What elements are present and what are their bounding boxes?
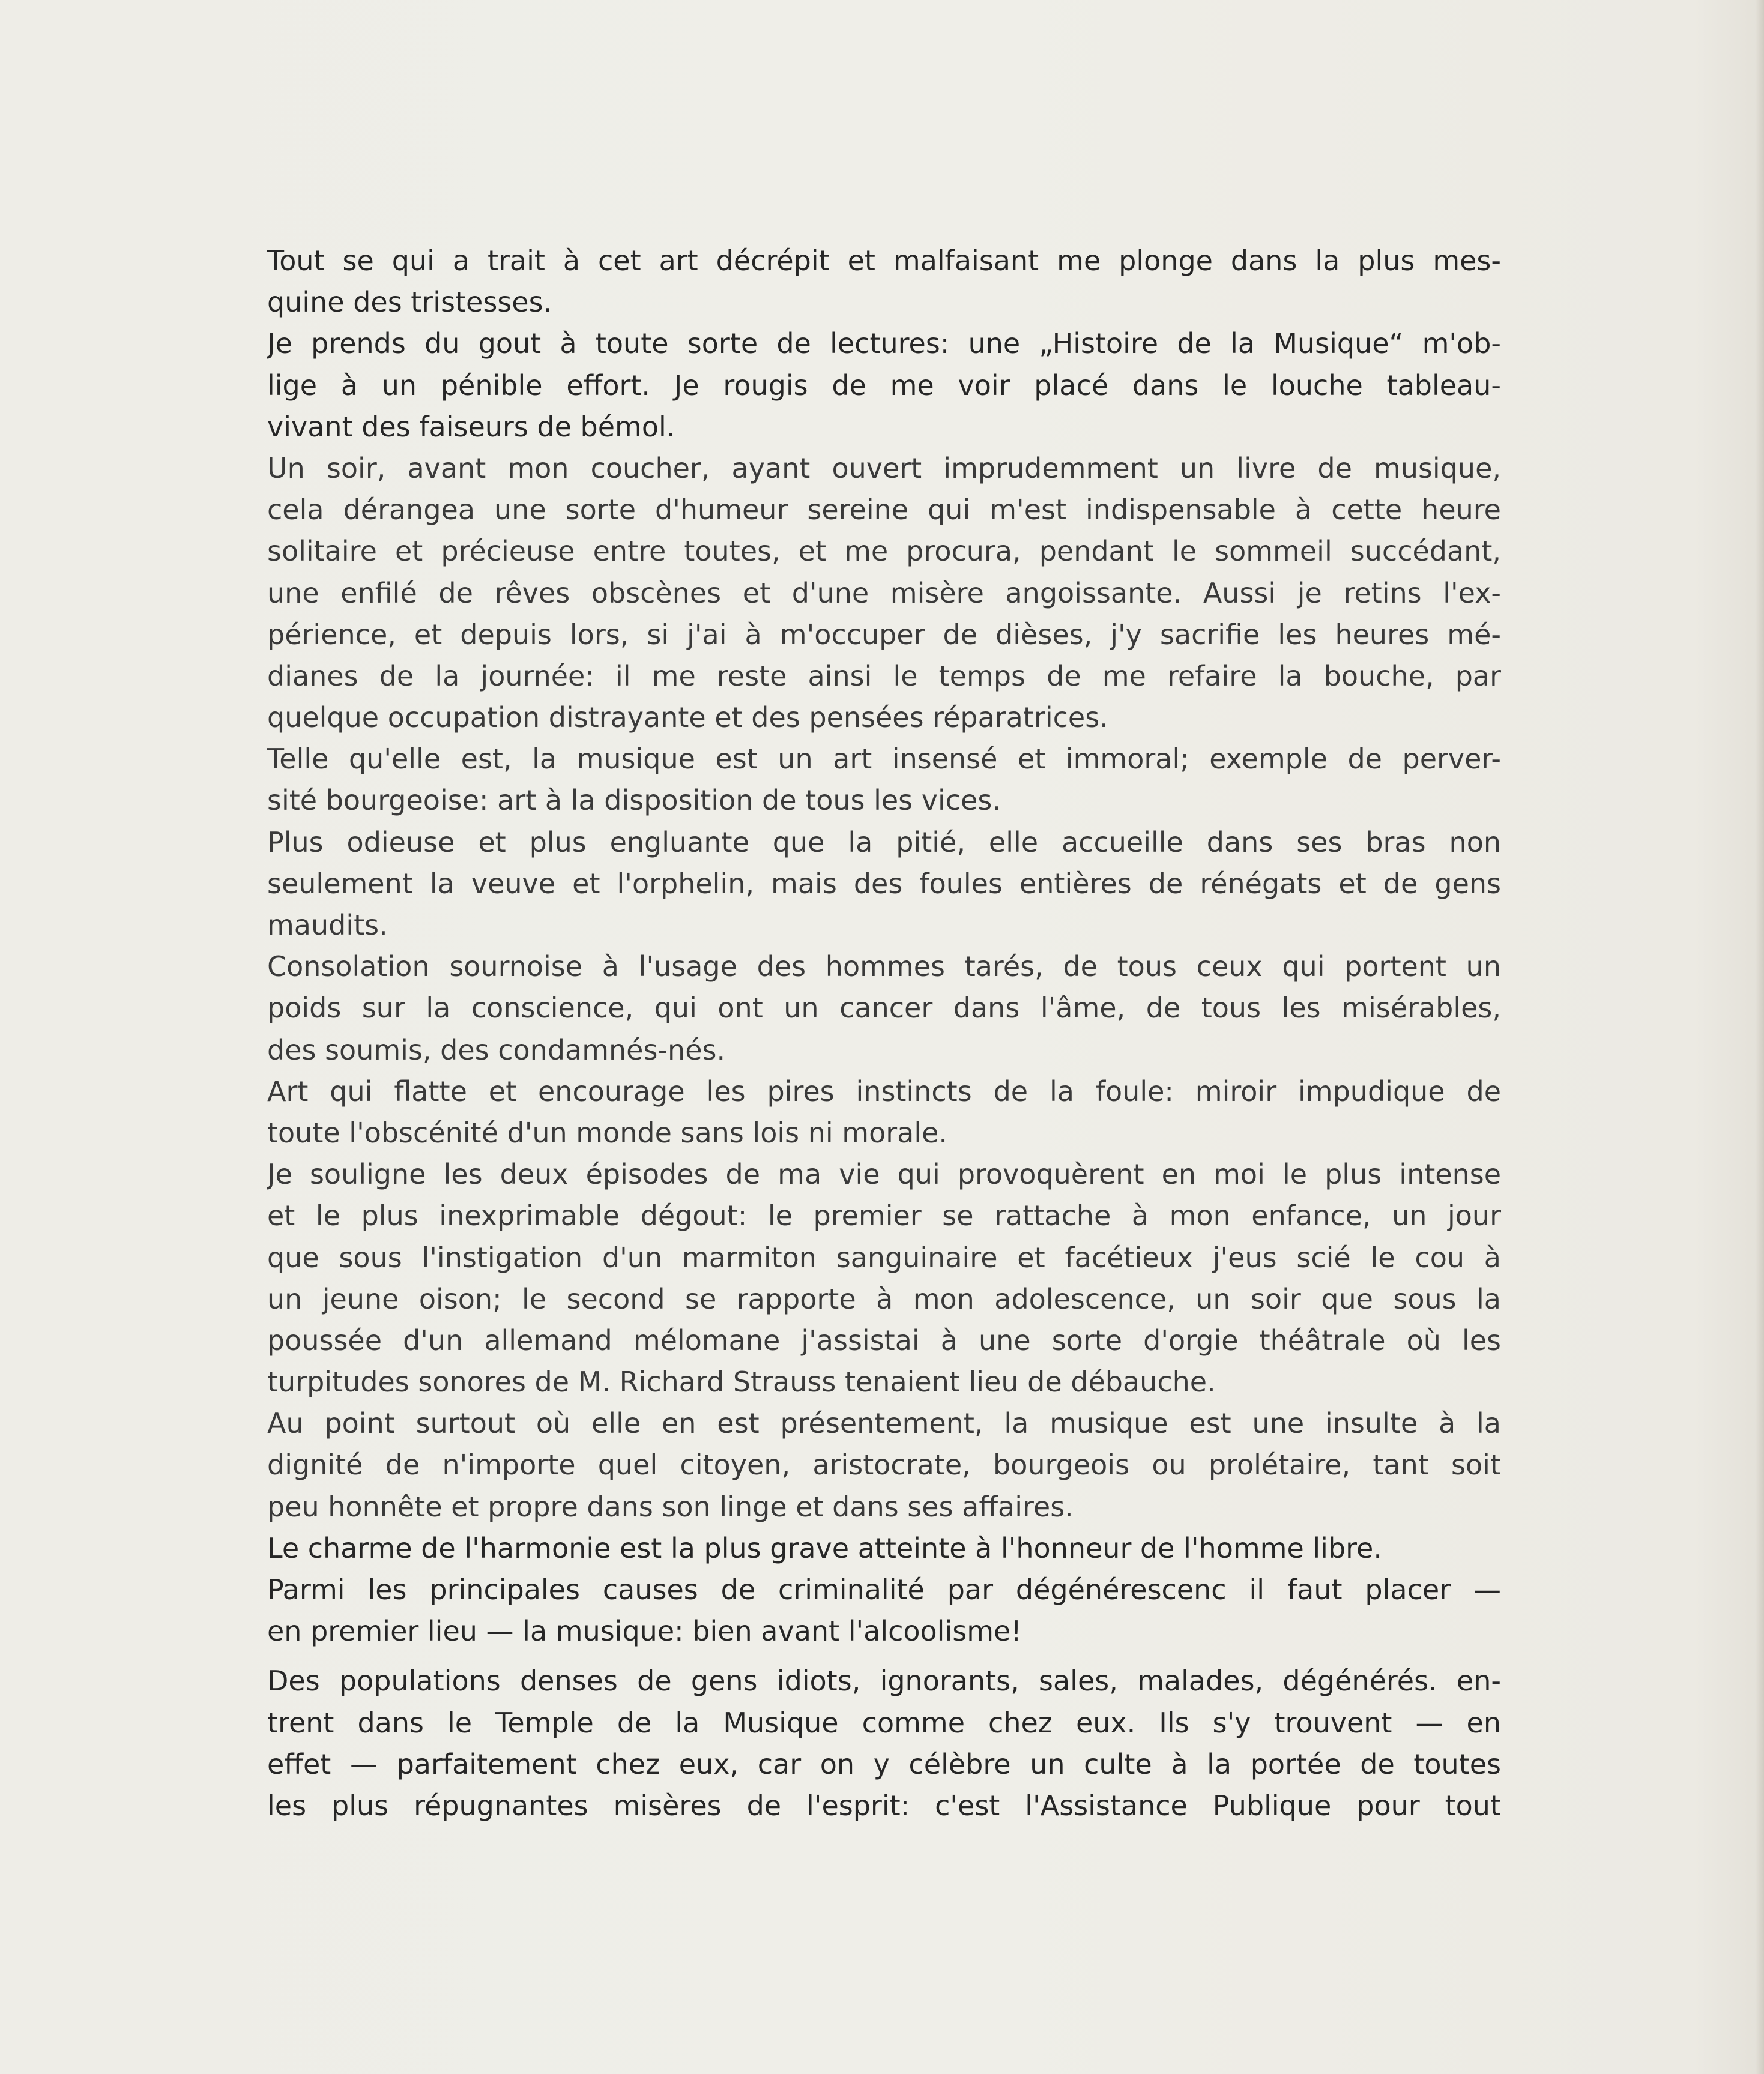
text-line: Art qui flatte et encourage les pires instincts de la foule: miroir impudique de: [267, 1075, 1501, 1108]
text-line: vivant des faiseurs de bémol.: [267, 410, 675, 443]
text-line: un jeune oison; le second se rapporte à mon adolescence, un soir que sous la: [267, 1282, 1501, 1315]
paragraph: [267, 1528, 1501, 1569]
text-line: sité bourgeoise: art à la disposition de tous les vices.: [267, 784, 1001, 817]
text-line: Un soir, avant mon coucher, ayant ouvert imprudemment un livre de musique,: [267, 451, 1501, 484]
text-line: quine des tristesses.: [267, 286, 552, 319]
text-line: Je prends du gout à toute sorte de lectures: une „Histoire de la Musique“ m'ob-: [267, 327, 1501, 360]
text-line: des soumis, des condamnés-nés.: [267, 1033, 726, 1066]
text-line: Tout se qui a trait à cet art décrépit et malfaisant me plonge dans la plus mes-: [267, 244, 1501, 277]
text-line: poids sur la conscience, qui ont un cancer dans l'âme, de tous les misérables,: [267, 992, 1501, 1025]
text-line: quelque occupation distrayante et des pensées réparatrices.: [267, 701, 1108, 734]
text-line: lige à un pénible effort. Je rougis de me voir placé dans le louche tableau-: [267, 369, 1501, 402]
text-line: maudits.: [267, 909, 388, 941]
text-line: une enfilé de rêves obscènes et d'une misère angoissante. Aussi je retins l'ex-: [267, 576, 1501, 609]
text-line: seulement la veuve et l'orphelin, mais des foules entières de rénégats et de gens: [267, 867, 1501, 900]
body-text: [267, 240, 1501, 1827]
text-line: toute l'obscénité d'un monde sans lois ni morale.: [267, 1116, 948, 1149]
paragraph: [267, 1660, 1501, 1827]
text-line: dianes de la journée: il me reste ainsi le temps de me refaire la bouche, par: [267, 659, 1501, 692]
paragraph: [267, 1071, 1501, 1154]
paragraph: [267, 1569, 1501, 1652]
text-line: solitaire et précieuse entre toutes, et me procura, pendant le sommeil succédant,: [267, 535, 1501, 568]
text-line: périence, et depuis lors, si j'ai à m'occuper de dièses, j'y sacrifie les heures mé-: [267, 618, 1501, 651]
text-line: effet — parfaitement chez eux, car on y célèbre un culte à la portée de toutes: [267, 1747, 1501, 1780]
page-edge-shadow: [1756, 0, 1764, 2074]
paragraph: [267, 323, 1501, 448]
text-line: trent dans le Temple de la Musique comme chez eux. Ils s'y trouvent — en: [267, 1706, 1501, 1739]
paragraph: [267, 946, 1501, 1071]
text-line: peu honnête et propre dans son linge et dans ses affaires.: [267, 1490, 1074, 1523]
text-line: Telle qu'elle est, la musique est un art insensé et immoral; exemple de perver-: [267, 743, 1501, 776]
text-line: Au point surtout où elle en est présentement, la musique est une insulte à la: [267, 1407, 1501, 1440]
text-line: et le plus inexprimable dégout: le premier se rattache à mon enfance, un jour: [267, 1199, 1501, 1232]
paragraph: [267, 822, 1501, 947]
text-line: Je souligne les deux épisodes de ma vie qui provoquèrent en moi le plus intense: [267, 1158, 1501, 1191]
text-line: Consolation sournoise à l'usage des hommes tarés, de tous ceux qui portent un: [267, 950, 1501, 983]
text-line: Plus odieuse et plus engluante que la pitié, elle accueille dans ses bras non: [267, 825, 1501, 858]
text-line: en premier lieu — la musique: bien avant l'alcoolisme!: [267, 1615, 1022, 1648]
text-line: cela dérangea une sorte d'humeur sereine qui m'est indispensable à cette heure: [267, 493, 1501, 526]
paragraph: [267, 240, 1501, 323]
paragraph: [267, 738, 1501, 821]
text-line: Parmi les principales causes de criminalité par dégénérescenc il faut placer —: [267, 1573, 1501, 1606]
paragraph: [267, 448, 1501, 738]
text-line: dignité de n'importe quel citoyen, aristocrate, bourgeois ou prolétaire, tant soit: [267, 1448, 1501, 1482]
text-line: Le charme de l'harmonie est la plus grave atteinte à l'honneur de l'homme libre.: [267, 1531, 1382, 1564]
paragraph: [267, 1154, 1501, 1403]
text-line: que sous l'instigation d'un marmiton sanguinaire et facétieux j'eus scié le cou à: [267, 1241, 1501, 1274]
text-line: Des populations denses de gens idiots, ignorants, sales, malades, dégénérés. en-: [267, 1665, 1501, 1698]
text-line: turpitudes sonores de M. Richard Strauss tenaient lieu de débauche.: [267, 1366, 1216, 1399]
text-line: les plus répugnantes misères de l'esprit: c'est l'Assistance Publique pour tout: [267, 1789, 1501, 1822]
text-line: poussée d'un allemand mélomane j'assistai à une sorte d'orgie théâtrale où les: [267, 1324, 1501, 1357]
paragraph: [267, 1403, 1501, 1528]
